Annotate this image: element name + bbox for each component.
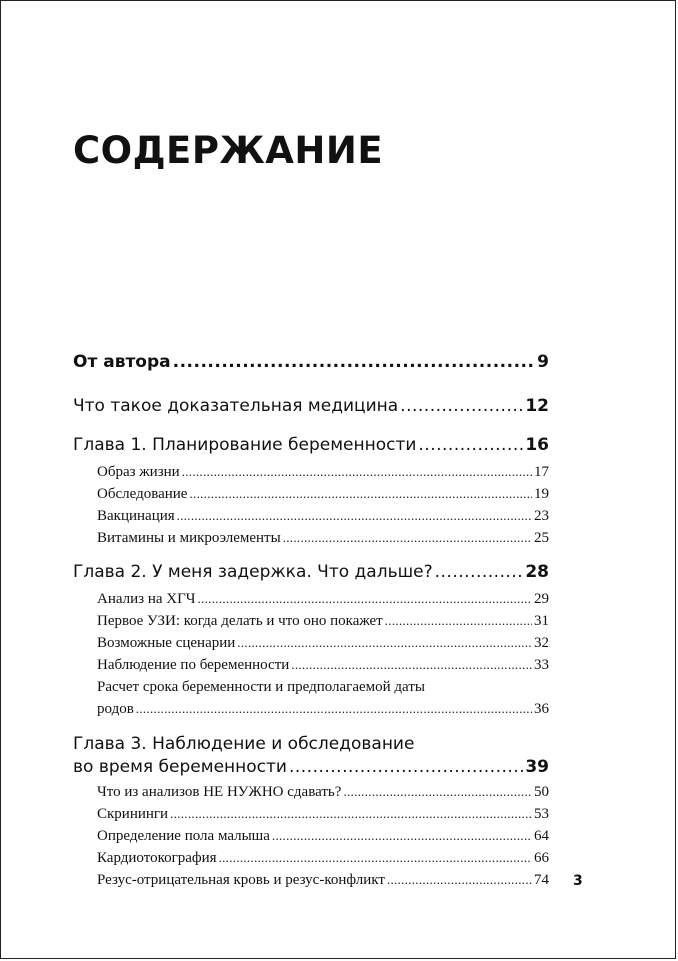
dot-leader	[237, 635, 532, 651]
toc-subentry	[97, 850, 549, 867]
toc-entry-author	[73, 352, 549, 372]
toc-subentry-label: Кардиотокография	[97, 850, 217, 866]
toc-subentry-page: 53	[534, 806, 549, 822]
toc-entry-label: Глава 2. У меня задержка. Что дальше?	[73, 562, 433, 582]
dot-leader	[219, 850, 532, 866]
toc-subentry-label: Анализ на ХГЧ	[97, 591, 196, 607]
page-number: 3	[573, 873, 583, 889]
toc-subentry	[97, 635, 549, 652]
toc-subentry	[97, 872, 549, 889]
toc-subentry	[97, 828, 549, 845]
dot-leader	[418, 435, 523, 455]
toc-subentry-page: 66	[534, 850, 549, 866]
toc-subentry-page: 29	[534, 591, 549, 607]
toc-entry-label: От автора	[73, 352, 171, 372]
toc-subentry-label: Скрининги	[97, 806, 169, 822]
dot-leader	[170, 806, 532, 822]
toc-chapter-3	[73, 757, 549, 777]
toc-subentry	[97, 613, 549, 630]
toc-subentry-label: Витамины и микроэлементы	[97, 530, 281, 546]
toc-subentry	[97, 806, 549, 823]
toc-subentry-page: 23	[534, 508, 549, 524]
dot-leader	[435, 562, 524, 582]
toc-entry-label: во время беременности	[73, 757, 287, 777]
dot-leader	[173, 352, 536, 372]
dot-leader	[198, 591, 532, 607]
dot-leader	[385, 613, 532, 629]
toc-subentry	[97, 784, 549, 801]
toc-subentry-label: Образ жизни	[97, 464, 180, 480]
toc-chapter-1	[73, 435, 549, 455]
page-title: СОДЕРЖАНИЕ	[73, 129, 384, 172]
dot-leader	[189, 486, 532, 502]
toc-subentry-page: 64	[534, 828, 549, 844]
dot-leader	[343, 784, 532, 800]
toc-subentry-label: Вакцинация	[97, 508, 175, 524]
dot-leader	[400, 396, 523, 416]
toc-subentry-page: 31	[534, 613, 549, 629]
toc-subentry-label: Обследование	[97, 486, 188, 502]
toc-subentry-label: Наблюдение по беременности	[97, 657, 290, 673]
toc-subentry-page: 25	[534, 530, 549, 546]
dot-leader	[289, 757, 523, 777]
toc-subentry-page: 19	[534, 486, 549, 502]
toc-subentry-label: Первое УЗИ: когда делать и что оно покажет	[97, 613, 383, 629]
toc-subentry-label: Резус-отрицательная кровь и резус-конфликт	[97, 872, 385, 888]
toc-subentry	[97, 530, 549, 547]
dot-leader	[272, 828, 532, 844]
toc-entry-page: 16	[525, 435, 549, 455]
toc-subentry	[97, 591, 549, 608]
toc-entry-label: Глава 1. Планирование беременности	[73, 435, 417, 455]
toc-subentry	[97, 701, 549, 718]
toc-subentry-page: 74	[534, 872, 549, 888]
dot-leader	[291, 657, 532, 673]
toc-chapter-3-line-1: Глава 3. Наблюдение и обследование	[73, 734, 415, 754]
toc-subentry-page: 33	[534, 657, 549, 673]
toc-chapter-2	[73, 562, 549, 582]
toc-subentry	[97, 657, 549, 674]
toc-subentry-label: Возможные сценарии	[97, 635, 236, 651]
toc-subentry-label: родов	[97, 701, 134, 717]
toc-subentry-page: 32	[534, 635, 549, 651]
toc-entry-ebm	[73, 396, 549, 416]
toc-entry-page: 39	[525, 757, 549, 777]
toc-entry-page: 9	[537, 352, 549, 372]
toc-subentry	[97, 464, 549, 481]
dot-leader	[283, 530, 532, 546]
dot-leader	[177, 508, 532, 524]
dot-leader	[182, 464, 532, 480]
toc-subentry	[97, 486, 549, 503]
toc-entry-page: 28	[525, 562, 549, 582]
toc-subentry	[97, 508, 549, 525]
toc-subentry-line-1: Расчет срока беременности и предполагаемой даты	[97, 679, 425, 695]
toc-subentry-label: Что из анализов НЕ НУЖНО сдавать?	[97, 784, 342, 800]
toc-subentry-page: 50	[534, 784, 549, 800]
toc-subentry-page: 36	[534, 701, 549, 717]
dot-leader	[387, 872, 532, 888]
dot-leader	[136, 701, 532, 717]
toc-entry-page: 12	[525, 396, 549, 416]
toc-subentry-page: 17	[534, 464, 549, 480]
toc-subentry-label: Определение пола малыша	[97, 828, 270, 844]
toc-entry-label: Что такое доказательная медицина	[73, 396, 399, 416]
